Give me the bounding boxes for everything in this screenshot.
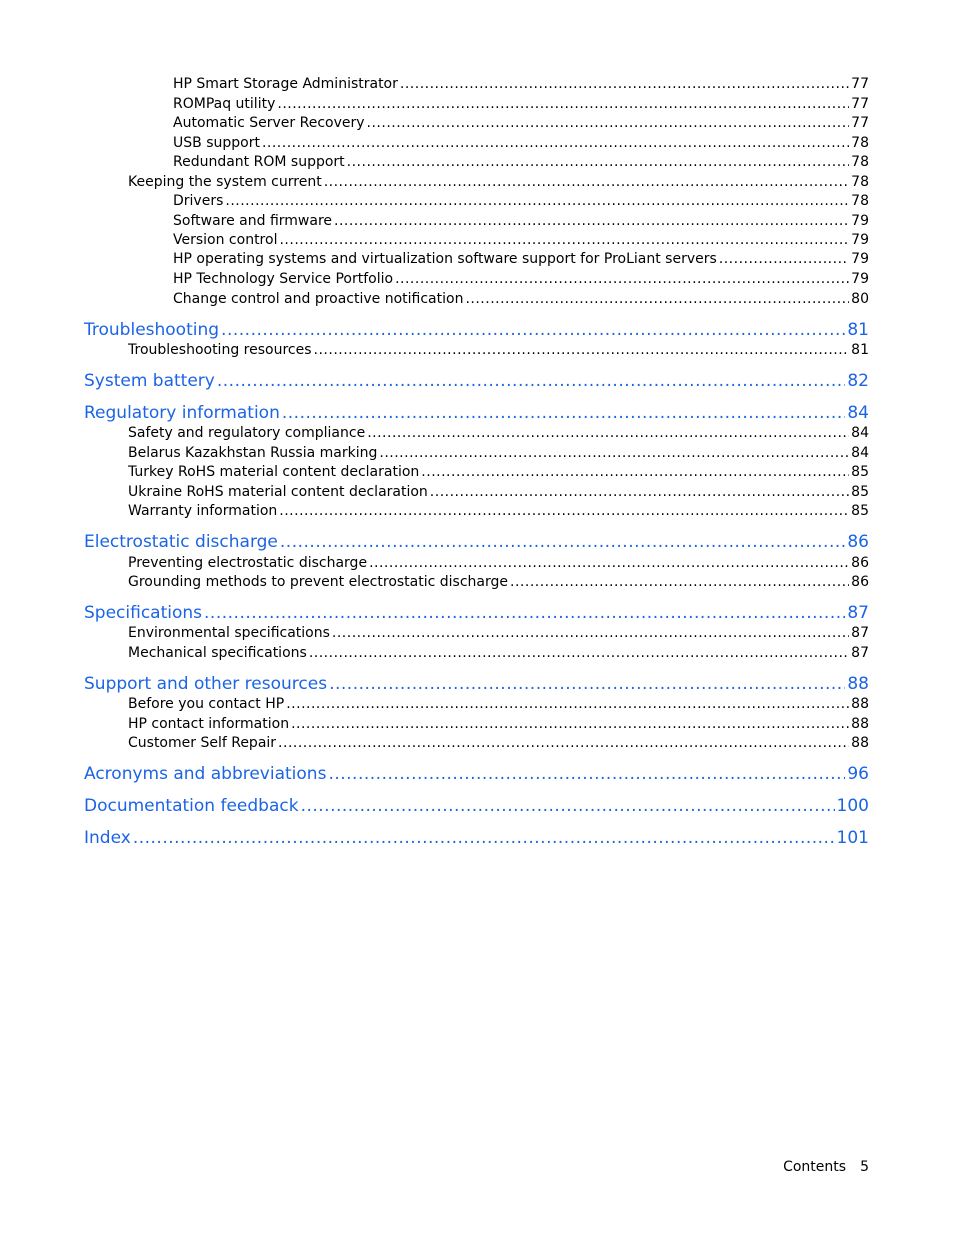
toc-dot-leader [204, 602, 845, 624]
toc-page-number: 80 [851, 291, 869, 307]
toc-entry-title: HP contact information [128, 716, 290, 732]
footer-page-number: 5 [860, 1159, 869, 1175]
toc-entry-title: USB support [173, 135, 260, 151]
toc-entry-title: HP Technology Service Portfolio [173, 271, 394, 287]
toc-dot-leader [347, 153, 850, 172]
toc-dot-leader [277, 95, 849, 114]
toc-entry-title: Version control [173, 232, 278, 248]
toc-entry-title: Ukraine RoHS material content declaration [128, 484, 428, 500]
toc-page-number: 87 [847, 603, 869, 623]
toc-entry[interactable] [84, 531, 869, 553]
footer-section-label: Contents [783, 1159, 847, 1175]
toc-page-number: 86 [851, 555, 869, 571]
toc-page-number: 81 [847, 320, 869, 340]
toc-entry[interactable] [128, 173, 869, 192]
toc-entry[interactable] [128, 463, 869, 482]
toc-entry-title: Troubleshooting resources [128, 342, 312, 358]
toc-page-number: 78 [851, 154, 869, 170]
toc-page-number: 86 [851, 574, 869, 590]
toc-dot-leader [334, 212, 849, 231]
toc-dot-leader [510, 573, 849, 592]
toc-entry-title: Acronyms and abbreviations [84, 764, 327, 784]
toc-entry[interactable] [84, 763, 869, 785]
toc-dot-leader [314, 341, 850, 360]
toc-entry-title: Before you contact HP [128, 696, 285, 712]
toc-dot-leader [278, 734, 849, 753]
toc-dot-leader [324, 173, 849, 192]
toc-page-number: 84 [851, 445, 869, 461]
toc-entry-title: Safety and regulatory compliance [128, 425, 366, 441]
toc-page-number: 88 [851, 716, 869, 732]
toc-entry[interactable] [128, 624, 869, 643]
toc-page-number: 78 [851, 135, 869, 151]
toc-entry-title: HP Smart Storage Administrator [173, 76, 398, 92]
toc-entry-title: System battery [84, 371, 215, 391]
toc-dot-leader [280, 531, 845, 553]
toc-dot-leader [430, 483, 849, 502]
toc-dot-leader [279, 231, 849, 250]
toc-entry[interactable] [173, 250, 869, 269]
toc-entry[interactable] [128, 444, 869, 463]
toc-dot-leader [332, 624, 849, 643]
toc-entry[interactable] [173, 290, 869, 309]
toc-dot-leader [369, 554, 849, 573]
toc-dot-leader [395, 270, 849, 289]
toc-page-number: 100 [836, 796, 869, 816]
toc-entry[interactable] [84, 370, 869, 392]
toc-entry-title: Documentation feedback [84, 796, 299, 816]
toc-entry[interactable] [128, 502, 869, 521]
toc-entry[interactable] [84, 795, 869, 817]
toc-page-number: 88 [851, 696, 869, 712]
toc-entry-title: Customer Self Repair [128, 735, 277, 751]
toc-entry[interactable] [128, 644, 869, 663]
toc-entry-title: Software and firmware [173, 213, 333, 229]
toc-dot-leader [309, 644, 849, 663]
toc-entry[interactable] [173, 212, 869, 231]
toc-dot-leader [133, 827, 835, 849]
toc-page-number: 101 [836, 828, 869, 848]
toc-entry[interactable] [84, 602, 869, 624]
toc-entry-title: Drivers [173, 193, 224, 209]
toc-dot-leader [465, 290, 849, 309]
toc-entry-title: Environmental specifications [128, 625, 330, 641]
toc-page-number: 87 [851, 645, 869, 661]
toc-entry[interactable] [84, 402, 869, 424]
toc-entry-title: Preventing electrostatic discharge [128, 555, 368, 571]
toc-entry-title: HP operating systems and virtualization software support for ProLiant servers [173, 251, 717, 267]
page-footer [783, 1158, 869, 1177]
toc-page-number: 86 [847, 532, 869, 552]
toc-entry[interactable] [173, 231, 869, 250]
toc-page-number: 96 [847, 764, 869, 784]
toc-dot-leader [421, 463, 849, 482]
toc-entry-title: Mechanical specifications [128, 645, 307, 661]
toc-page-number: 78 [851, 174, 869, 190]
toc-dot-leader [379, 444, 849, 463]
toc-entry-title: Index [84, 828, 131, 848]
toc-entry-title: Support and other resources [84, 674, 328, 694]
toc-entry-title: Change control and proactive notification [173, 291, 464, 307]
toc-dot-leader [291, 715, 849, 734]
toc-entry-title: Automatic Server Recovery [173, 115, 365, 131]
toc-entry[interactable] [128, 695, 869, 714]
toc-dot-leader [217, 370, 846, 392]
toc-page-number: 77 [851, 96, 869, 112]
toc-entry[interactable] [128, 341, 869, 360]
toc-dot-leader [225, 192, 849, 211]
toc-entry-title: Turkey RoHS material content declaration [128, 464, 420, 480]
toc-dot-leader [279, 502, 849, 521]
toc-entry-title: Troubleshooting [84, 320, 220, 340]
toc-page-number: 79 [851, 213, 869, 229]
toc-entry[interactable] [84, 319, 869, 341]
toc-entry-title: Grounding methods to prevent electrostatic discharge [128, 574, 509, 590]
toc-page-number: 79 [851, 232, 869, 248]
toc-page-number: 87 [851, 625, 869, 641]
toc-page-number: 82 [847, 371, 869, 391]
toc-entry[interactable] [84, 673, 869, 695]
toc-entry-title: Redundant ROM support [173, 154, 345, 170]
toc-dot-leader [328, 763, 845, 785]
toc-page-number: 84 [851, 425, 869, 441]
toc-dot-leader [301, 795, 835, 817]
toc-entry-title: Warranty information [128, 503, 278, 519]
toc-page-number: 85 [851, 484, 869, 500]
toc-entry-title: Belarus Kazakhstan Russia marking [128, 445, 378, 461]
toc-entry[interactable] [173, 153, 869, 172]
toc-entry[interactable] [128, 483, 869, 502]
toc-entry-title: Keeping the system current [128, 174, 322, 190]
toc-entry[interactable] [84, 827, 869, 849]
toc-page-number: 85 [851, 503, 869, 519]
toc-entry[interactable] [128, 554, 869, 573]
toc-dot-leader [400, 75, 849, 94]
toc-entry-title: Regulatory information [84, 403, 280, 423]
toc-entry[interactable] [128, 715, 869, 734]
toc-dot-leader [329, 673, 845, 695]
toc-entry[interactable] [173, 134, 869, 153]
toc-page-number: 88 [847, 674, 869, 694]
toc-page-number: 84 [847, 403, 869, 423]
toc-entry-title: ROMPaq utility [173, 96, 276, 112]
toc-entry-title: Specifications [84, 603, 203, 623]
toc-entry-title: Electrostatic discharge [84, 532, 278, 552]
toc-entry[interactable] [128, 573, 869, 592]
toc-dot-leader [367, 424, 849, 443]
toc-page-number: 79 [851, 271, 869, 287]
toc-page-number: 77 [851, 115, 869, 131]
toc-page-number: 88 [851, 735, 869, 751]
toc-entry[interactable] [173, 270, 869, 289]
toc-dot-leader [367, 114, 850, 133]
toc-entry[interactable] [128, 424, 869, 443]
toc-page-number: 81 [851, 342, 869, 358]
toc-dot-leader [719, 250, 849, 269]
toc-entry[interactable] [173, 192, 869, 211]
toc-dot-leader [286, 695, 849, 714]
toc-dot-leader [262, 134, 849, 153]
toc-page-number: 77 [851, 76, 869, 92]
toc-entry[interactable] [128, 734, 869, 753]
toc-dot-leader [282, 402, 846, 424]
toc-page-number: 85 [851, 464, 869, 480]
toc-entry[interactable] [173, 75, 869, 94]
toc-entry[interactable] [173, 114, 869, 133]
toc-dot-leader [221, 319, 845, 341]
toc-page-number: 78 [851, 193, 869, 209]
toc-entry[interactable] [173, 95, 869, 114]
toc-page-number: 79 [851, 251, 869, 267]
